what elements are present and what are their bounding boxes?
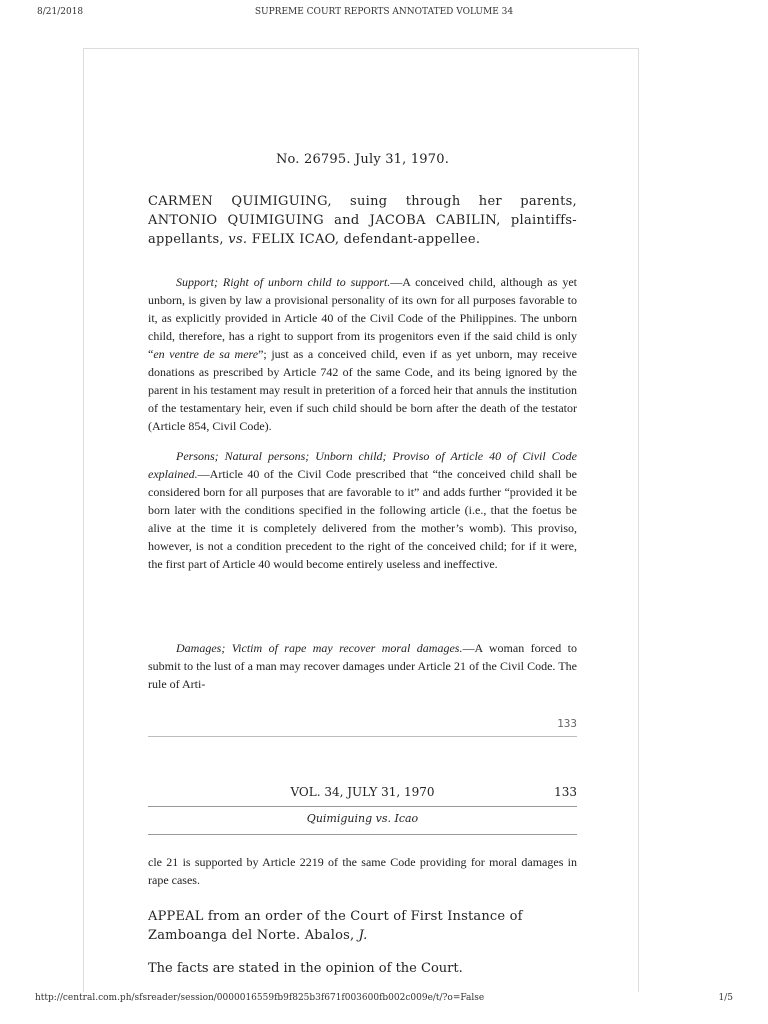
syllabus-text: —A conceived child, although as yet unborn, is given by law a provisional personality of its own for all purposes favorable to it, as explicitly provided in Article 40 of the Civil Code of the Philippines. The unborn child, therefore, has a right to support from its progenitors even if the said child is only “ xyxy=(148,275,577,361)
syllabus-paragraph xyxy=(148,639,577,693)
case-parties xyxy=(148,192,577,249)
syllabus-text-b: ”; just as a conceived child, even if as yet unborn, may receive donations as prescribed by Article 742 of the same Code, and its being ignored by the parent in his testament may result in preterition of a forced heir that annuls the institution of the testamentary heir, even if such child should be born after the death of the testator (Article 854, Civil Code). xyxy=(148,347,577,433)
running-head xyxy=(148,785,577,803)
appeal-judge: J. xyxy=(358,928,368,943)
short-title-vs: vs xyxy=(375,812,388,825)
syllabus-paragraph xyxy=(148,447,577,573)
page-divider xyxy=(148,736,577,737)
page-number: 133 xyxy=(557,717,577,730)
print-page-count: 1/5 xyxy=(718,993,733,1003)
case-number: No. 26795. July 31, 1970. xyxy=(275,152,450,167)
print-footer xyxy=(0,993,768,1007)
header-rule xyxy=(148,834,577,835)
syllabus-lead: Persons; Natural persons; Unborn child; Proviso of Article 40 of Civil Code explained. xyxy=(148,449,577,481)
document-page xyxy=(83,48,639,992)
short-title-b: . Icao xyxy=(387,812,419,825)
appeal-statement xyxy=(148,907,577,945)
syllabus-text: —Article 40 of the Civil Code prescribed that “the conceived child shall be considered born for all purposes that are favorable to it” and adds further “provided it be born later with the conditions specified in the following article (i.e., that the foetus be alive at the time it is completely delivered from the mother’s womb). This proviso, however, is not a condition precedent to the right of the conceived child; for if it were, the first part of Article 40 would become entirely useless and ineffective. xyxy=(148,467,577,571)
continuation-paragraph: cle 21 is supported by Article 2219 of the same Code providing for moral damages in rape cases. xyxy=(148,855,577,887)
print-url: http://central.com.ph/sfsreader/session/0000016559fb9f825b3f671f003600fb002c009e/t/?o=False xyxy=(35,993,485,1003)
appeal-text: APPEAL from an order of the Court of First Instance of Zamboanga del Norte. Abalos, xyxy=(148,909,523,943)
parties-text: CARMEN QUIMIGUING, suing through her parents, ANTONIO QUIMIGUING and JACOBA CABILIN, plaintiffs-appellants, xyxy=(148,194,577,247)
print-date: 8/21/2018 xyxy=(37,7,84,17)
syllabus-lead: Support; Right of unborn child to support. xyxy=(176,275,391,289)
syllabus-text: —A woman forced to submit to the lust of a man may recover damages under Article 21 of the Civil Code. The rule of Arti- xyxy=(148,641,577,691)
print-title: SUPREME COURT REPORTS ANNOTATED VOLUME 34 xyxy=(254,7,514,17)
parties-vs: vs. xyxy=(228,232,248,247)
case-short-title xyxy=(148,812,577,825)
volume-label: VOL. 34, JULY 31, 1970 xyxy=(290,785,435,799)
running-page-number: 133 xyxy=(554,785,577,799)
syllabus-paragraph xyxy=(148,273,577,435)
short-title-a: Quimiguing xyxy=(306,812,376,825)
syllabus-italic: en ventre de sa mere xyxy=(153,347,259,361)
header-rule xyxy=(148,806,577,807)
parties-end: FELIX ICAO, defendant-appellee. xyxy=(247,232,481,247)
facts-statement: The facts are stated in the opinion of the Court. xyxy=(148,961,463,976)
print-header xyxy=(0,7,768,21)
syllabus-lead: Damages; Victim of rape may recover moral damages. xyxy=(176,641,463,655)
